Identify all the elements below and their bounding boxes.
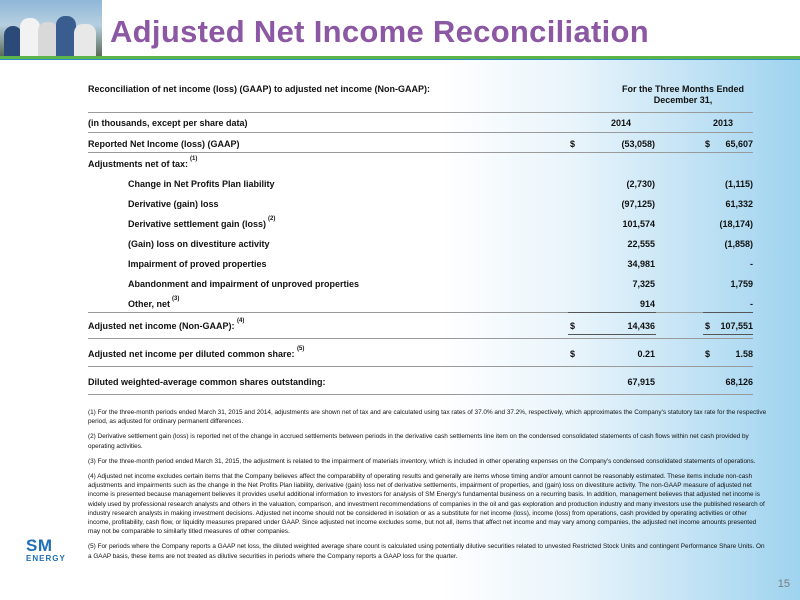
col-2014-value: 7,325 [632,279,655,289]
divider [88,394,753,395]
col-2014-value: (53,058) [621,139,655,149]
table-row [88,318,753,333]
table-row [88,156,753,171]
col-2014-value: (97,125) [621,199,655,209]
col-2014-value: 67,915 [627,377,655,387]
footnotes [88,408,768,567]
subtotal-underline [568,312,656,313]
row-footnote-ref: (2) [268,216,276,222]
row-label: Diluted weighted-average common shares outstanding: [88,377,326,387]
sm-energy-logo [26,536,78,563]
table-row [88,216,753,231]
col-2013-value: 61,332 [725,199,753,209]
period-line-1: For the Three Months Ended [621,84,744,94]
divider [88,366,753,367]
page-title: Adjusted Net Income Reconciliation [110,14,650,49]
year-2014: 2014 [610,118,632,128]
col-2013-value: - [750,259,753,269]
col-2013-value: 1,759 [730,279,753,289]
col-2014-value: 101,574 [622,219,655,229]
page-number: 15 [777,578,790,590]
row-label: Derivative (gain) loss [128,199,219,209]
col-2013-value: (18,174) [719,219,753,229]
table-row [88,259,753,271]
col-2013-value: 107,551 [720,321,753,331]
table-row [88,279,753,291]
divider [88,132,753,133]
col-2014-value: 14,436 [627,321,655,331]
table-row [88,239,753,251]
subtotal-underline [568,334,656,335]
col-2013-value: - [750,299,753,309]
row-label: Abandonment and impairment of unproved properties [128,279,360,289]
table-row [88,139,753,151]
col-2014-value: 0.21 [637,349,655,359]
year-2013: 2013 [712,118,734,128]
row-footnote-ref: (4) [237,318,245,324]
col-2013-currency: $ [705,321,711,331]
footnote-3: (3) For the three-month period ended March 31, 2015, the adjustment is related to the impairment of materials inventory, which is included in other operating expenses on the Company's condensed consolidated statements of operations. [88,457,756,465]
table-row [88,377,753,389]
logo-energy: ENERGY [26,554,66,563]
table-row [88,346,753,361]
row-label: Other, net [128,299,171,309]
subtotal-underline [703,312,753,313]
col-2013-value: (1,858) [724,239,753,249]
subtotal-underline [703,334,753,335]
table-row [88,199,753,211]
footnote-1: (1) For the three-month periods ended March 31, 2015 and 2014, adjustments are shown net of tax and are calculated using tax rates of 37.0% and 37.2%, respectively, which approximates the Company's statutory tax rate for the respective period, as adjusted for ordinary permanent differences. [88,409,767,426]
divider [88,152,753,153]
col-2013-value: (1,115) [724,179,753,189]
footnote-2: (2) Derivative settlement gain (loss) is reported net of the change in accrued settlements between periods in the derivative cash settlements line item on the condensed consolidated statements of cash flows within net cash provided by operating activities. [88,433,749,450]
period-header [608,84,758,106]
col-2014-value: 34,981 [627,259,655,269]
row-footnote-ref: (3) [172,296,180,302]
row-label: Adjusted net income (Non-GAAP): [88,321,235,331]
row-label: Adjustments net of tax: [88,159,189,169]
col-2014-currency: $ [570,349,576,359]
row-label: Adjusted net income per diluted common share: [88,349,295,359]
col-2013-currency: $ [705,349,711,359]
col-2014-currency: $ [570,321,576,331]
row-label: Change in Net Profits Plan liability [128,179,275,189]
col-2014-currency: $ [570,139,576,149]
col-2013-value: 65,607 [725,139,753,149]
col-2013-value: 68,126 [725,377,753,387]
units-label: (in thousands, except per share data) [88,118,248,128]
title-rule-blue [0,59,800,60]
row-label: (Gain) loss on divestiture activity [128,239,270,249]
logo-sm: SM [26,536,53,555]
divider [88,338,753,339]
col-2013-value: 1.58 [735,349,753,359]
footnote-5: (5) For periods where the Company reports a GAAP net loss, the diluted weighted average share count is calculated using potentially dilutive securities related to unvested Restricted Stock Units and contingent Performance Share Units. On a GAAP basis, these items are not treated as dilutive securities in periods where the Company reports a GAAP loss for the quarter. [88,543,765,560]
col-2014-value: 914 [639,299,655,309]
row-label: Impairment of proved properties [128,259,267,269]
col-2014-value: (2,730) [626,179,655,189]
row-footnote-ref: (1) [190,156,198,162]
table-row [88,296,753,311]
footnote-4: (4) Adjusted net income excludes certain items that the Company believes affect the comparability of operating results and generally are items whose timing and/or amount cannot be reasonably estimated. These items include non-cash adjustments and impairments such as the change in the Net Profits Plan liability, derivative (gain) loss net of derivative settlements, impairment of properties, and (gain) loss on divestiture activity. The non-GAAP measure of adjusted net income is presented because management believes it provides useful additional information to investors for analysis of SM Energy's fundamental business on a recurring basis. In addition, management believes that adjusted net income is widely used by professional research analysts and others in the valuation, comparison, and investment recommendations of companies in the oil and gas exploration and production industry and many investors use the published research of industry research analysts in making investment decisions. Adjusted net income should not be considered in isolation or as a substitute for net income (loss), income (loss) from operations, cash provided by operating activities or other income, profitability, cash flow, or liquidity measures prepared under GAAP. Since adjusted net income excludes some, but not all, items that affect net income and may vary among companies, the adjusted net income amounts presented may not be comparable to similarly titled measures of other companies. [88,473,765,536]
table-row [88,179,753,191]
row-label: Reported Net Income (loss) (GAAP) [88,139,240,149]
table-heading: Reconciliation of net income (loss) (GAAP) to adjusted net income (Non-GAAP): [88,84,431,94]
divider [88,112,753,113]
header-photo [0,0,102,56]
col-2014-value: 22,555 [627,239,655,249]
period-line-2: December 31, [653,95,713,105]
col-2013-currency: $ [705,139,711,149]
row-label: Derivative settlement gain (loss) [128,219,267,229]
row-footnote-ref: (5) [297,346,305,352]
